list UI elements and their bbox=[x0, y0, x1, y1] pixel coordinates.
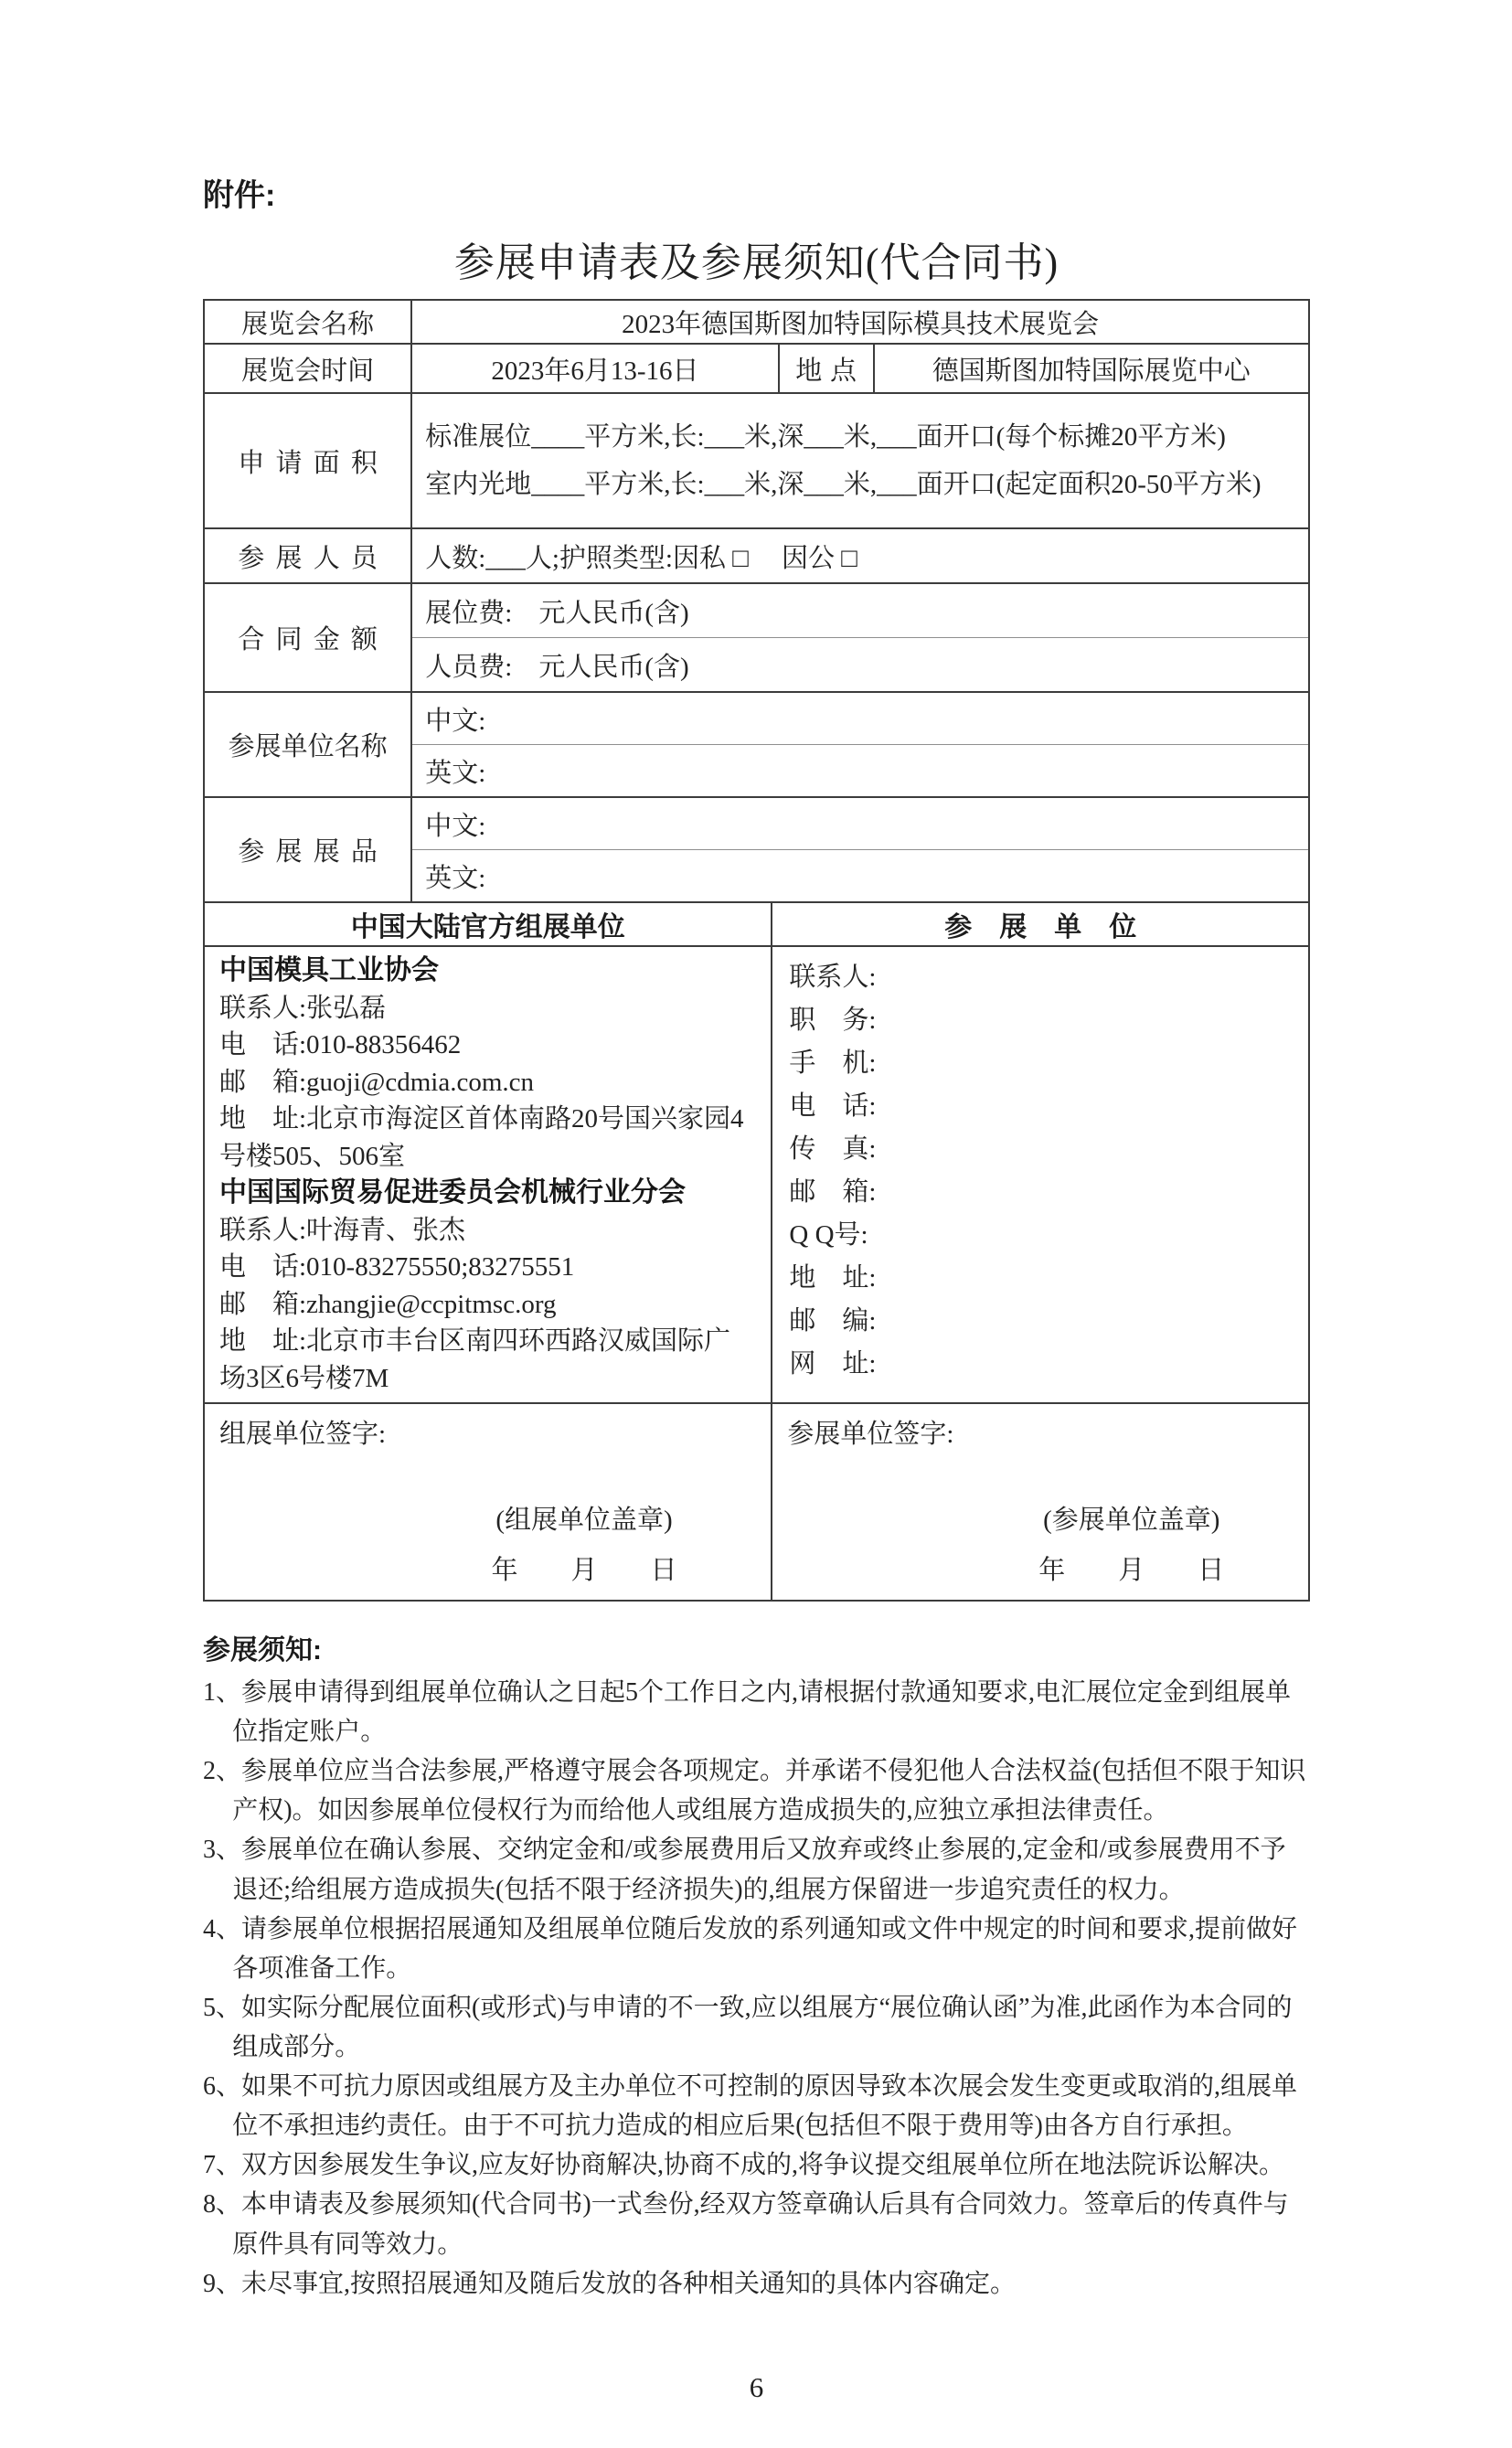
contract-amount-label: 合同金额 bbox=[204, 583, 411, 692]
note-item-6: 6、如果不可抗力原因或组展方及主办单位不可控制的原因导致本次展会发生变更或取消的,组展单位不承担违约责任。由于不可抗力造成的相应后果(包括但不限于费用等)由各方自行承担。 bbox=[203, 2072, 1298, 2141]
note-item-9: 9、未尽事宜,按照招展通知及随后发放的各种相关通知的具体内容确定。 bbox=[203, 2269, 1017, 2298]
exhibitor-field-phone: 电 话: bbox=[789, 1091, 877, 1121]
exhibitor-date-line: 年 月 日 bbox=[1038, 1556, 1225, 1585]
exhibits-cn: 中文: bbox=[411, 797, 1309, 850]
note-item-5: 5、如实际分配展位面积(或形式)与申请的不一致,应以组展方“展位确认函”为准,此函作为本合同的组成部分。 bbox=[203, 1993, 1293, 2061]
organizer-sign-label: 组展单位签字: bbox=[219, 1420, 387, 1449]
exhibition-time-label: 展览会时间 bbox=[204, 344, 411, 393]
exhibition-name-label: 展览会名称 bbox=[204, 300, 411, 344]
organizer-stamp-block bbox=[398, 1499, 772, 1587]
exhibits-label: 参展展品 bbox=[204, 797, 411, 902]
organizer-date-line: 年 月 日 bbox=[491, 1556, 677, 1585]
exhibition-name-value: 2023年德国斯图加特国际模具技术展览会 bbox=[411, 300, 1309, 344]
exhibitor-field-mobile: 手 机: bbox=[789, 1048, 877, 1078]
application-form-table-top bbox=[203, 299, 1310, 903]
exhibitor-stamp-label: (参展单位盖章) bbox=[1043, 1506, 1220, 1535]
exhibitor-section-header: 参 展 单 位 bbox=[772, 902, 1309, 946]
exhibitor-sign-label: 参展单位签字: bbox=[787, 1420, 954, 1449]
location-value: 德国斯图加特国际展览中心 bbox=[874, 344, 1309, 393]
personnel-fee-value: 人员费: 元人民币(含) bbox=[411, 638, 1309, 693]
exhibitor-field-qq: Q Q号: bbox=[789, 1220, 868, 1250]
organizer-2-contact: 联系人:叶海青、张杰 bbox=[219, 1215, 466, 1245]
exhibitor-field-fax: 传 真: bbox=[789, 1134, 877, 1164]
organizer-2-name: 中国国际贸易促进委员会机械行业分会 bbox=[219, 1177, 686, 1208]
note-item-8: 8、本申请表及参展须知(代合同书)一式叁份,经双方签章确认后具有合同效力。签章后的传真件与原件具有同等效力。 bbox=[203, 2190, 1289, 2259]
notes-title: 参展须知: bbox=[203, 1635, 322, 1666]
organizer-signature-cell bbox=[204, 1403, 772, 1601]
page-number: 6 bbox=[749, 2370, 764, 2403]
exhibitor-field-contact: 联系人: bbox=[789, 963, 877, 992]
note-item-1: 1、参展申请得到组展单位确认之日起5个工作日之内,请根据付款通知要求,电汇展位定金到组展单位指定账户。 bbox=[203, 1678, 1292, 1747]
exhibitor-field-email: 邮 箱: bbox=[789, 1177, 877, 1207]
organizer-1-contact: 联系人:张弘磊 bbox=[219, 993, 387, 1023]
exhibitor-stamp-block bbox=[955, 1499, 1308, 1587]
document-title: 参展申请表及参展须知(代合同书) bbox=[453, 240, 1059, 285]
organizer-1-email: 邮 箱:guoji@cdmia.com.cn bbox=[219, 1067, 535, 1097]
organizer-1-address: 地 址:北京市海淀区首体南路20号国兴家园4号楼505、506室 bbox=[219, 1104, 744, 1171]
organizer-2-address: 地 址:北京市丰台区南四环西路汉威国际广场3区6号楼7M bbox=[219, 1326, 731, 1393]
personnel-value: 人数:___人;护照类型:因私 □ 因公 □ bbox=[411, 528, 1309, 583]
personnel-label: 参展人员 bbox=[204, 528, 411, 583]
exhibitor-field-position: 职 务: bbox=[789, 1006, 877, 1035]
organizer-contact-cell bbox=[204, 946, 772, 1403]
application-form-table-bottom bbox=[203, 901, 1310, 1602]
exhibitor-field-website: 网 址: bbox=[789, 1349, 877, 1378]
note-item-2: 2、参展单位应当合法参展,严格遵守展会各项规定。并承诺不侵犯他人合法权益(包括但不限于知识产权)。如因参展单位侵权行为而给他人或组展方造成损失的,应独立承担法律责任。 bbox=[203, 1757, 1306, 1825]
exhibitor-signature-cell bbox=[772, 1403, 1309, 1601]
organizer-stamp-label: (组展单位盖章) bbox=[495, 1506, 673, 1535]
exhibitor-field-address: 地 址: bbox=[789, 1263, 877, 1293]
organizer-2-email: 邮 箱:zhangjie@ccpitmsc.org bbox=[219, 1289, 557, 1319]
note-item-4: 4、请参展单位根据招展通知及组展单位随后发放的系列通知或文件中规定的时间和要求,提前做好各项准备工作。 bbox=[203, 1914, 1298, 1983]
applied-area-standard-booth-line: 标准展位____平方米,长:___米,深___米,___面开口(每个标摊20平方米) bbox=[425, 422, 1226, 452]
exhibitor-name-label: 参展单位名称 bbox=[204, 692, 411, 797]
exhibitor-field-postcode: 邮 编: bbox=[789, 1306, 877, 1336]
exhibition-notes-section bbox=[203, 1627, 1310, 2304]
exhibitor-name-en: 英文: bbox=[411, 745, 1309, 798]
organizer-1-name: 中国模具工业协会 bbox=[219, 955, 439, 985]
applied-area-value bbox=[411, 393, 1309, 528]
applied-area-raw-space-line: 室内光地____平方米,长:___米,深___米,___面开口(起定面积20-50平方米) bbox=[425, 470, 1262, 499]
exhibitor-contact-cell bbox=[772, 946, 1309, 1403]
organizer-1-phone: 电 话:010-88356462 bbox=[219, 1030, 462, 1059]
location-label: 地点 bbox=[779, 344, 874, 393]
applied-area-label: 申请面积 bbox=[204, 393, 411, 528]
booth-fee-value: 展位费: 元人民币(含) bbox=[411, 583, 1309, 638]
organizer-section-header: 中国大陆官方组展单位 bbox=[204, 902, 772, 946]
note-item-7: 7、双方因参展发生争议,应友好协商解决,协商不成的,将争议提交组展单位所在地法院诉讼解决。 bbox=[203, 2151, 1285, 2180]
organizer-2-phone: 电 话:010-83275550;83275551 bbox=[219, 1252, 575, 1282]
exhibitor-name-cn: 中文: bbox=[411, 692, 1309, 745]
note-item-3: 3、参展单位在确认参展、交纳定金和/或参展费用后又放弃或终止参展的,定金和/或参展费用不予退还;给组展方造成损失(包括不限于经济损失)的,组展方保留进一步追究责任的权力。 bbox=[203, 1836, 1286, 1904]
exhibits-en: 英文: bbox=[411, 850, 1309, 903]
exhibition-time-value: 2023年6月13-16日 bbox=[411, 344, 778, 393]
attachment-label: 附件: bbox=[203, 178, 276, 213]
